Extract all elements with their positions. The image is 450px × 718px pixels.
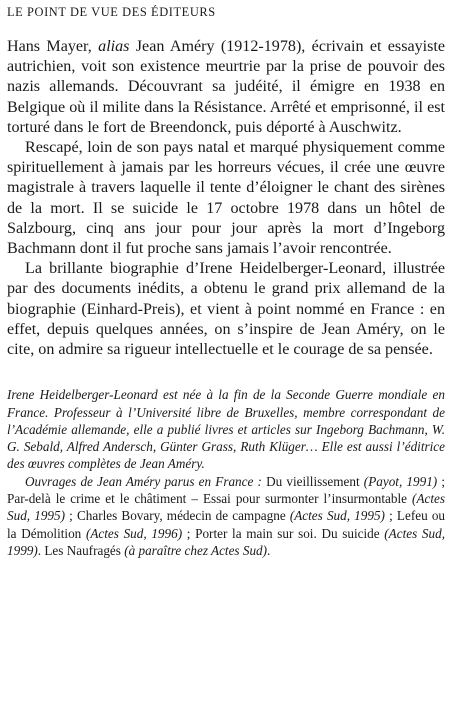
works-segment: ; Par-delà le crime et le châtiment – Essai pour surmonter l’insurmontable [7,473,446,507]
works-segment: (Actes Sud, 1996) [85,525,183,541]
works-segment: (Actes Sud, 1999) [7,525,445,558]
alias-word: alias [98,38,130,55]
works-list [7,473,445,559]
blurb-paragraph-3: La brillante biographie d’Irene Heidelberger-Leonard, illustrée par des documents inédits, a obtenu le grand prix allemand de la biographie (Einhard-Preis), et vient à point nommé en France : en effet, depuis quelques années, on s’inspire de Jean Améry, on le cite, on admire sa rigueur intellectuelle et le courage de sa pensée. [7,260,445,359]
works-segment: . [267,542,271,558]
works-segment: Du vieillissement [261,473,364,489]
author-note-text: Irene Heidelberger-Leonard est née à la fin de la Seconde Guerre mondiale en France. Professeur à l’Université libre de Bruxelles, membre correspondant de l’Académie allemande, elle a publié livres et articles sur Ingeborg Bachmann, W. G. Sebald, Alfred Andersch, Günter Grass, Ruth Klüger… Elle est aussi l’éditrice des œuvres complètes de Jean Améry. [7,387,445,472]
blurb-paragraph-2: Rescapé, loin de son pays natal et marqué physiquement comme spirituellement à jamais par les horreurs vécues, il crée une œuvre magistrale à travers laquelle il tente d’éloigner le chant des sirènes de la mort. Il se suicide le 17 octobre 1978 dans un hôtel de Salzbourg, cinq ans jour pour jour après la mort d’Ingeborg Bachmann dont il fut proche sans jamais l’avoir rencontrée. [7,139,445,258]
works-segment: (Actes Sud, 1995) [289,508,385,524]
author-section [7,386,445,559]
works-segment: (Payot, 1991) [363,473,438,489]
blurb-text: Hans Mayer, [7,38,99,55]
works-segment: Ouvrages de Jean Améry parus en France : [25,473,262,489]
section-heading: LE POINT DE VUE DES ÉDITEURS [7,5,216,19]
works-segment: ; Porter la main sur soi. Du suicide [182,525,385,541]
works-segment: ; Lefeu ou la Démolition [7,508,446,541]
works-segment: . Les Naufragés [37,542,125,558]
publisher-blurb [7,37,445,360]
works-segment: (Actes Sud, 1995) [7,491,445,524]
book-back-cover [7,4,445,559]
works-segment: ; Charles Bovary, médecin de campagne [65,508,290,524]
works-segment: (à paraître chez Actes Sud) [124,542,268,558]
author-note [7,386,445,472]
blurb-text: Jean Améry (1912-1978), écrivain et essayiste autrichien, voit son existence meurtrie par la prise de pouvoir des nazis allemands. Découvrant sa judéité, il émigre en 1938 en Belgique où il milite dans la Résistance. Arrêté et emprisonné, il est torturé dans le fort de Breendonck, puis déporté à Auschwitz. [7,38,445,136]
blurb-paragraph-1 [7,37,445,138]
